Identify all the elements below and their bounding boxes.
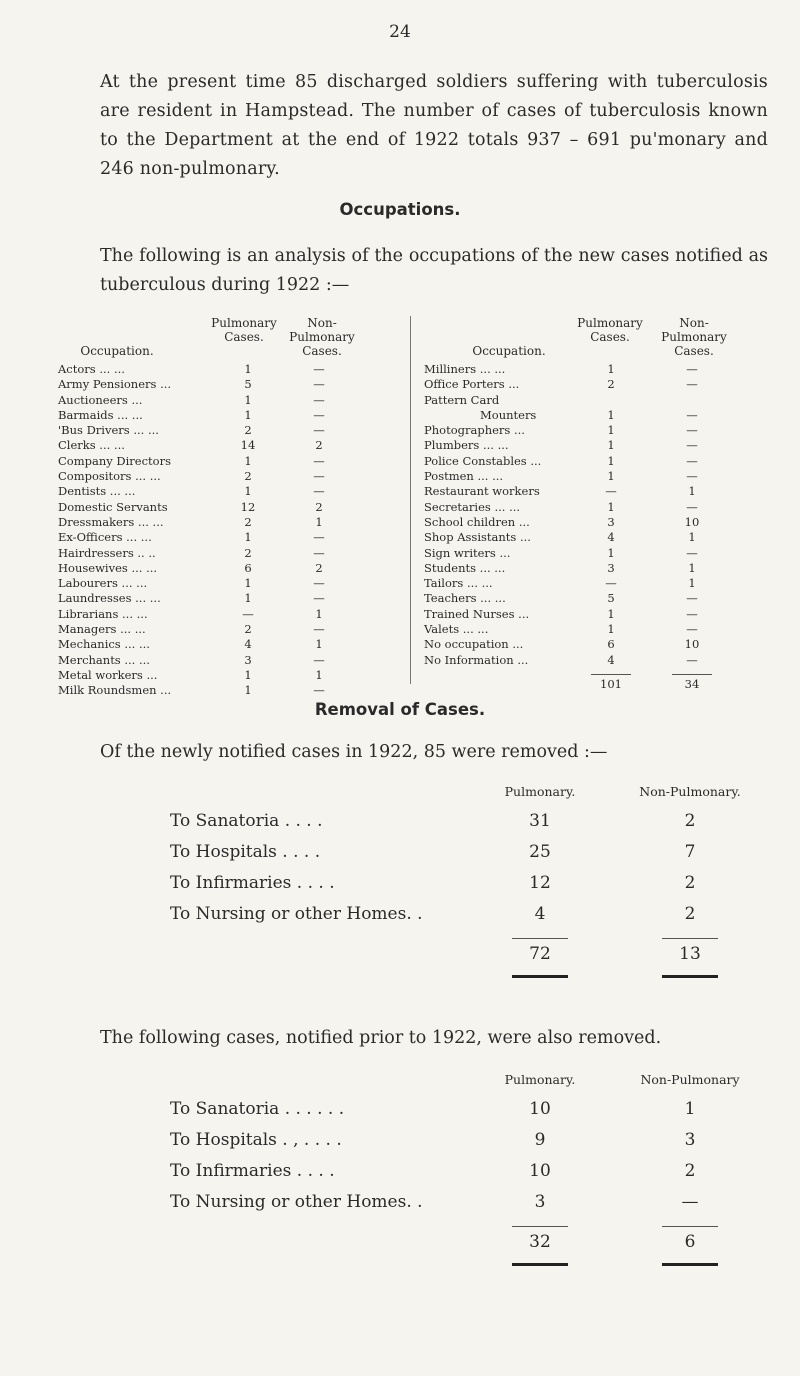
- occupation-name: Company Directors: [58, 453, 171, 468]
- pulmonary-count: 5: [607, 591, 615, 606]
- pulmonary-count: 12: [240, 499, 256, 514]
- pulmonary-count: 3: [244, 652, 252, 667]
- removal-intro: Of the newly notified cases in 1922, 85 were removed :—: [100, 742, 608, 762]
- pulmonary-count: 14: [240, 438, 256, 453]
- occupation-row: [424, 484, 770, 499]
- occupation-row: [424, 637, 770, 652]
- non-pulmonary-count: —: [313, 423, 325, 438]
- non-pulmonary-count: —: [681, 1192, 699, 1212]
- occupation-row: [58, 438, 396, 453]
- pulmonary-count: 1: [244, 683, 252, 698]
- non-pulmonary-count: 1: [688, 560, 696, 575]
- removal-row: [170, 1156, 770, 1187]
- non-pulmonary-count: —: [313, 591, 325, 606]
- removal-destination: To Nursing or other Homes. .: [170, 904, 423, 924]
- occupation-row: [58, 500, 396, 515]
- header-pulmonary: Pulmonary.: [504, 784, 576, 799]
- non-pulmonary-count: 7: [684, 842, 696, 862]
- non-pulmonary-count: 2: [684, 811, 696, 831]
- occupation-name: Ex-Officers ... ...: [58, 530, 152, 545]
- occupation-name: Hairdressers .. ..: [58, 545, 156, 560]
- total-pulmonary: 72: [512, 938, 568, 978]
- removal-prior-intro: The following cases, notified prior to 1922, were also removed.: [100, 1028, 662, 1048]
- non-pulmonary-count: 1: [688, 484, 696, 499]
- occupations-right-header: [424, 316, 770, 362]
- occupation-name: Tailors ... ...: [424, 576, 493, 591]
- pulmonary-count: —: [605, 576, 617, 591]
- non-pulmonary-count: —: [686, 469, 698, 484]
- pulmonary-count: 4: [607, 530, 615, 545]
- pulmonary-count: 5: [244, 377, 252, 392]
- header-non-pulmonary: Non-Pulmonary Cases.: [289, 316, 355, 358]
- non-pulmonary-count: 3: [684, 1130, 696, 1150]
- non-pulmonary-count: —: [686, 453, 698, 468]
- occupation-row: [58, 637, 396, 652]
- occupation-row: [58, 484, 396, 499]
- occupations-intro: The following is an analysis of the occupations of the new cases notified as tuberculous during 1922 :—: [100, 246, 768, 295]
- occupation-name: School children ...: [424, 514, 530, 529]
- occupations-left-column: [58, 316, 396, 699]
- pulmonary-count: 25: [529, 842, 551, 862]
- header-pulmonary: Pulmonary.: [504, 1072, 576, 1087]
- occupation-name: Plumbers ... ...: [424, 438, 509, 453]
- pulmonary-count: 1: [244, 591, 252, 606]
- occupation-name: No Information ...: [424, 652, 529, 667]
- non-pulmonary-count: —: [313, 362, 325, 376]
- pulmonary-count: 4: [607, 652, 615, 667]
- header-occupation: Occupation.: [472, 344, 546, 358]
- non-pulmonary-count: 1: [315, 514, 323, 529]
- pulmonary-count: 2: [244, 423, 252, 438]
- occupation-name: Trained Nurses ...: [424, 606, 530, 621]
- occupation-name: Laundresses ... ...: [58, 591, 161, 606]
- occupation-row: [58, 653, 396, 668]
- non-pulmonary-count: 2: [684, 904, 696, 924]
- occupation-row: [424, 530, 770, 545]
- removal-row: [170, 1187, 770, 1218]
- non-pulmonary-count: 1: [315, 637, 323, 652]
- occupation-row: [58, 561, 396, 576]
- removal-row: [170, 899, 770, 930]
- non-pulmonary-count: —: [313, 576, 325, 591]
- pulmonary-count: 10: [529, 1161, 551, 1181]
- pulmonary-count: 2: [244, 469, 252, 484]
- non-pulmonary-count: 10: [684, 514, 700, 529]
- occupation-row: [424, 607, 770, 622]
- removal-table-prior-header: [170, 1072, 770, 1094]
- occupation-row: [58, 362, 396, 377]
- occupation-row: [58, 377, 396, 392]
- pulmonary-count: 2: [244, 622, 252, 637]
- page-number: 24: [389, 22, 411, 42]
- occupation-row: [58, 576, 396, 591]
- pulmonary-count: 31: [529, 811, 551, 831]
- pulmonary-count: 1: [607, 469, 615, 484]
- occupation-row: [58, 622, 396, 637]
- header-occupation: Occupation.: [80, 344, 154, 358]
- non-pulmonary-count: —: [313, 407, 325, 422]
- occupation-row: [424, 362, 770, 377]
- occupation-row: [58, 393, 396, 408]
- occupation-row: [58, 683, 396, 698]
- occupation-row: [424, 469, 770, 484]
- non-pulmonary-count: —: [686, 377, 698, 392]
- occupation-name: Actors ... ...: [58, 362, 125, 376]
- occupation-name: Sign writers ...: [424, 545, 511, 560]
- occupation-name: Metal workers ...: [58, 667, 158, 682]
- non-pulmonary-count: —: [686, 362, 698, 376]
- occupation-row: [58, 469, 396, 484]
- occupation-name: Office Porters ...: [424, 377, 520, 392]
- removal-table-prior: [170, 1072, 770, 1262]
- occupation-name: Teachers ... ...: [424, 591, 506, 606]
- removal-destination: To Infirmaries . . . .: [170, 1161, 335, 1181]
- occupation-name: No occupation ...: [424, 637, 524, 652]
- removal-destination: To Nursing or other Homes. .: [170, 1192, 423, 1212]
- occupation-name: Housewives ... ...: [58, 560, 158, 575]
- removal-destination: To Hospitals . . . .: [170, 842, 321, 862]
- non-pulmonary-count: 1: [688, 530, 696, 545]
- occupation-name: Clerks ... ...: [58, 438, 125, 453]
- occupation-row: [58, 607, 396, 622]
- occupation-name: Milliners ... ...: [424, 362, 506, 376]
- pulmonary-count: 3: [607, 514, 615, 529]
- pulmonary-count: 1: [607, 438, 615, 453]
- removal-destination: To Sanatoria . . . . . .: [170, 1099, 345, 1119]
- pulmonary-count: 1: [607, 499, 615, 514]
- non-pulmonary-count: —: [686, 438, 698, 453]
- pulmonary-count: 1: [244, 453, 252, 468]
- non-pulmonary-count: 1: [315, 606, 323, 621]
- occupation-name: Students ... ...: [424, 560, 506, 575]
- non-pulmonary-count: 2: [315, 438, 323, 453]
- pulmonary-count: 6: [244, 560, 252, 575]
- pulmonary-count: 1: [244, 530, 252, 545]
- removal-row: [170, 1125, 770, 1156]
- total-pulmonary: 101: [591, 674, 631, 693]
- occupation-name: 'Bus Drivers ... ...: [58, 423, 159, 438]
- occupation-name: Army Pensioners ...: [58, 377, 172, 392]
- non-pulmonary-count: —: [313, 683, 325, 698]
- header-pulmonary: Pulmonary Cases.: [211, 316, 277, 344]
- removal-table-new: [170, 784, 770, 974]
- occupation-name: Shop Assistants ...: [424, 530, 531, 545]
- occupation-name: Dentists ... ...: [58, 484, 136, 499]
- occupation-name: Secretaries ... ...: [424, 499, 521, 514]
- pulmonary-count: 1: [244, 392, 252, 407]
- non-pulmonary-count: 1: [684, 1099, 696, 1119]
- pulmonary-count: 1: [607, 622, 615, 637]
- removal-destination: To Hospitals . , . . . .: [170, 1130, 342, 1150]
- occupation-name: Photographers ...: [424, 423, 525, 438]
- removal-heading: Removal of Cases.: [314, 700, 486, 719]
- non-pulmonary-count: —: [686, 423, 698, 438]
- occupation-row: [424, 408, 770, 423]
- pulmonary-count: 3: [607, 560, 615, 575]
- total-non-pulmonary: 13: [662, 938, 718, 978]
- pulmonary-count: 1: [244, 667, 252, 682]
- non-pulmonary-count: —: [313, 469, 325, 484]
- occupation-name: Librarians ... ...: [58, 606, 148, 621]
- occupations-right-column: [424, 316, 770, 689]
- occupation-row: [424, 438, 770, 453]
- occupation-name: Managers ... ...: [58, 622, 146, 637]
- occupation-name: Dressmakers ... ...: [58, 514, 164, 529]
- non-pulmonary-count: 2: [315, 499, 323, 514]
- pulmonary-count: 9: [534, 1130, 546, 1150]
- occupation-row: [424, 454, 770, 469]
- occupation-name: Labourers ... ...: [58, 576, 148, 591]
- non-pulmonary-count: —: [313, 652, 325, 667]
- removal-row: [170, 837, 770, 868]
- total-non-pulmonary: 34: [672, 674, 712, 693]
- pulmonary-count: 1: [244, 576, 252, 591]
- non-pulmonary-count: —: [313, 545, 325, 560]
- column-divider: [410, 316, 411, 684]
- non-pulmonary-count: —: [686, 545, 698, 560]
- occupation-row: [424, 546, 770, 561]
- pulmonary-count: 1: [607, 453, 615, 468]
- removal-table-new-totals: [170, 930, 770, 974]
- removal-row: [170, 868, 770, 899]
- occupation-name: Restaurant workers: [424, 484, 540, 499]
- non-pulmonary-count: 1: [315, 667, 323, 682]
- non-pulmonary-count: 2: [684, 1161, 696, 1181]
- pulmonary-count: 1: [244, 484, 252, 499]
- occupations-table: [58, 316, 770, 698]
- occupation-row: [58, 454, 396, 469]
- pulmonary-count: 10: [529, 1099, 551, 1119]
- occupation-name: Mounters: [480, 407, 537, 422]
- occupation-row: [58, 530, 396, 545]
- occupation-row: [424, 622, 770, 637]
- non-pulmonary-count: —: [313, 530, 325, 545]
- occupation-name: Domestic Servants: [58, 499, 168, 514]
- pulmonary-count: 1: [607, 362, 615, 376]
- pulmonary-count: 1: [244, 362, 252, 376]
- removal-table-new-header: [170, 784, 770, 806]
- occupation-name: Auctioneers ...: [58, 392, 143, 407]
- occupation-row: [424, 653, 770, 668]
- non-pulmonary-count: —: [313, 377, 325, 392]
- occupation-row: [424, 576, 770, 591]
- non-pulmonary-count: 10: [684, 637, 700, 652]
- non-pulmonary-count: 2: [315, 560, 323, 575]
- pulmonary-count: —: [605, 484, 617, 499]
- removal-row: [170, 1094, 770, 1125]
- total-pulmonary: 32: [512, 1226, 568, 1266]
- removal-destination: To Infirmaries . . . .: [170, 873, 335, 893]
- pulmonary-count: 4: [244, 637, 252, 652]
- pulmonary-count: 2: [244, 514, 252, 529]
- header-pulmonary: Pulmonary Cases.: [577, 316, 643, 344]
- occupation-row: [424, 591, 770, 606]
- non-pulmonary-count: —: [686, 407, 698, 422]
- occupations-left-header: [58, 316, 396, 362]
- pulmonary-count: 1: [607, 407, 615, 422]
- non-pulmonary-count: 1: [688, 576, 696, 591]
- occupation-name: Postmen ... ...: [424, 469, 504, 484]
- non-pulmonary-count: —: [313, 392, 325, 407]
- pulmonary-count: 1: [607, 423, 615, 438]
- header-non-pulmonary: Non-Pulmonary.: [639, 784, 741, 799]
- total-non-pulmonary: 6: [662, 1226, 718, 1266]
- pulmonary-count: 1: [607, 606, 615, 621]
- occupation-row: [424, 561, 770, 576]
- occupation-name: Barmaids ... ...: [58, 407, 143, 422]
- intro-paragraph: At the present time 85 discharged soldiers suffering with tuberculosis are resident in Hampstead. The number of cases of tuberculosis known to the Department at the end of 1922 totals 937 – 691 pu'monary and 246 non-pulmonary.: [100, 72, 768, 179]
- pulmonary-count: 1: [244, 407, 252, 422]
- non-pulmonary-count: —: [686, 622, 698, 637]
- occupation-name: Merchants ... ...: [58, 652, 150, 667]
- occupations-totals: [424, 674, 770, 689]
- occupation-name: Pattern Card: [424, 392, 500, 407]
- pulmonary-count: 4: [534, 904, 546, 924]
- occupation-row: [58, 408, 396, 423]
- pulmonary-count: —: [242, 606, 254, 621]
- occupation-row: [58, 591, 396, 606]
- occupation-row: [424, 377, 770, 392]
- pulmonary-count: 12: [529, 873, 551, 893]
- occupation-name: Police Constables ...: [424, 453, 542, 468]
- non-pulmonary-count: —: [686, 591, 698, 606]
- occupation-row: [58, 668, 396, 683]
- pulmonary-count: 2: [607, 377, 615, 392]
- occupation-name: Mechanics ... ...: [58, 637, 150, 652]
- removal-destination: To Sanatoria . . . .: [170, 811, 323, 831]
- non-pulmonary-count: —: [686, 606, 698, 621]
- removal-table-prior-totals: [170, 1218, 770, 1262]
- non-pulmonary-count: —: [686, 652, 698, 667]
- occupation-row: [58, 423, 396, 438]
- non-pulmonary-count: —: [686, 499, 698, 514]
- pulmonary-count: 1: [607, 545, 615, 560]
- pulmonary-count: 6: [607, 637, 615, 652]
- occupation-row: [424, 515, 770, 530]
- occupations-heading: Occupations.: [339, 200, 461, 219]
- removal-row: [170, 806, 770, 837]
- non-pulmonary-count: —: [313, 484, 325, 499]
- occupation-name: Milk Roundsmen ...: [58, 683, 172, 698]
- non-pulmonary-count: —: [313, 622, 325, 637]
- non-pulmonary-count: —: [313, 453, 325, 468]
- non-pulmonary-count: 2: [684, 873, 696, 893]
- occupation-row: [424, 423, 770, 438]
- occupation-row: [58, 546, 396, 561]
- occupation-row: [58, 515, 396, 530]
- header-non-pulmonary: Non-Pulmonary: [640, 1072, 740, 1087]
- occupation-row: [424, 500, 770, 515]
- occupation-row: [424, 393, 770, 408]
- header-non-pulmonary: Non-Pulmonary Cases.: [661, 316, 727, 358]
- occupation-name: Valets ... ...: [424, 622, 489, 637]
- occupation-name: Compositors ... ...: [58, 469, 161, 484]
- pulmonary-count: 2: [244, 545, 252, 560]
- pulmonary-count: 3: [534, 1192, 546, 1212]
